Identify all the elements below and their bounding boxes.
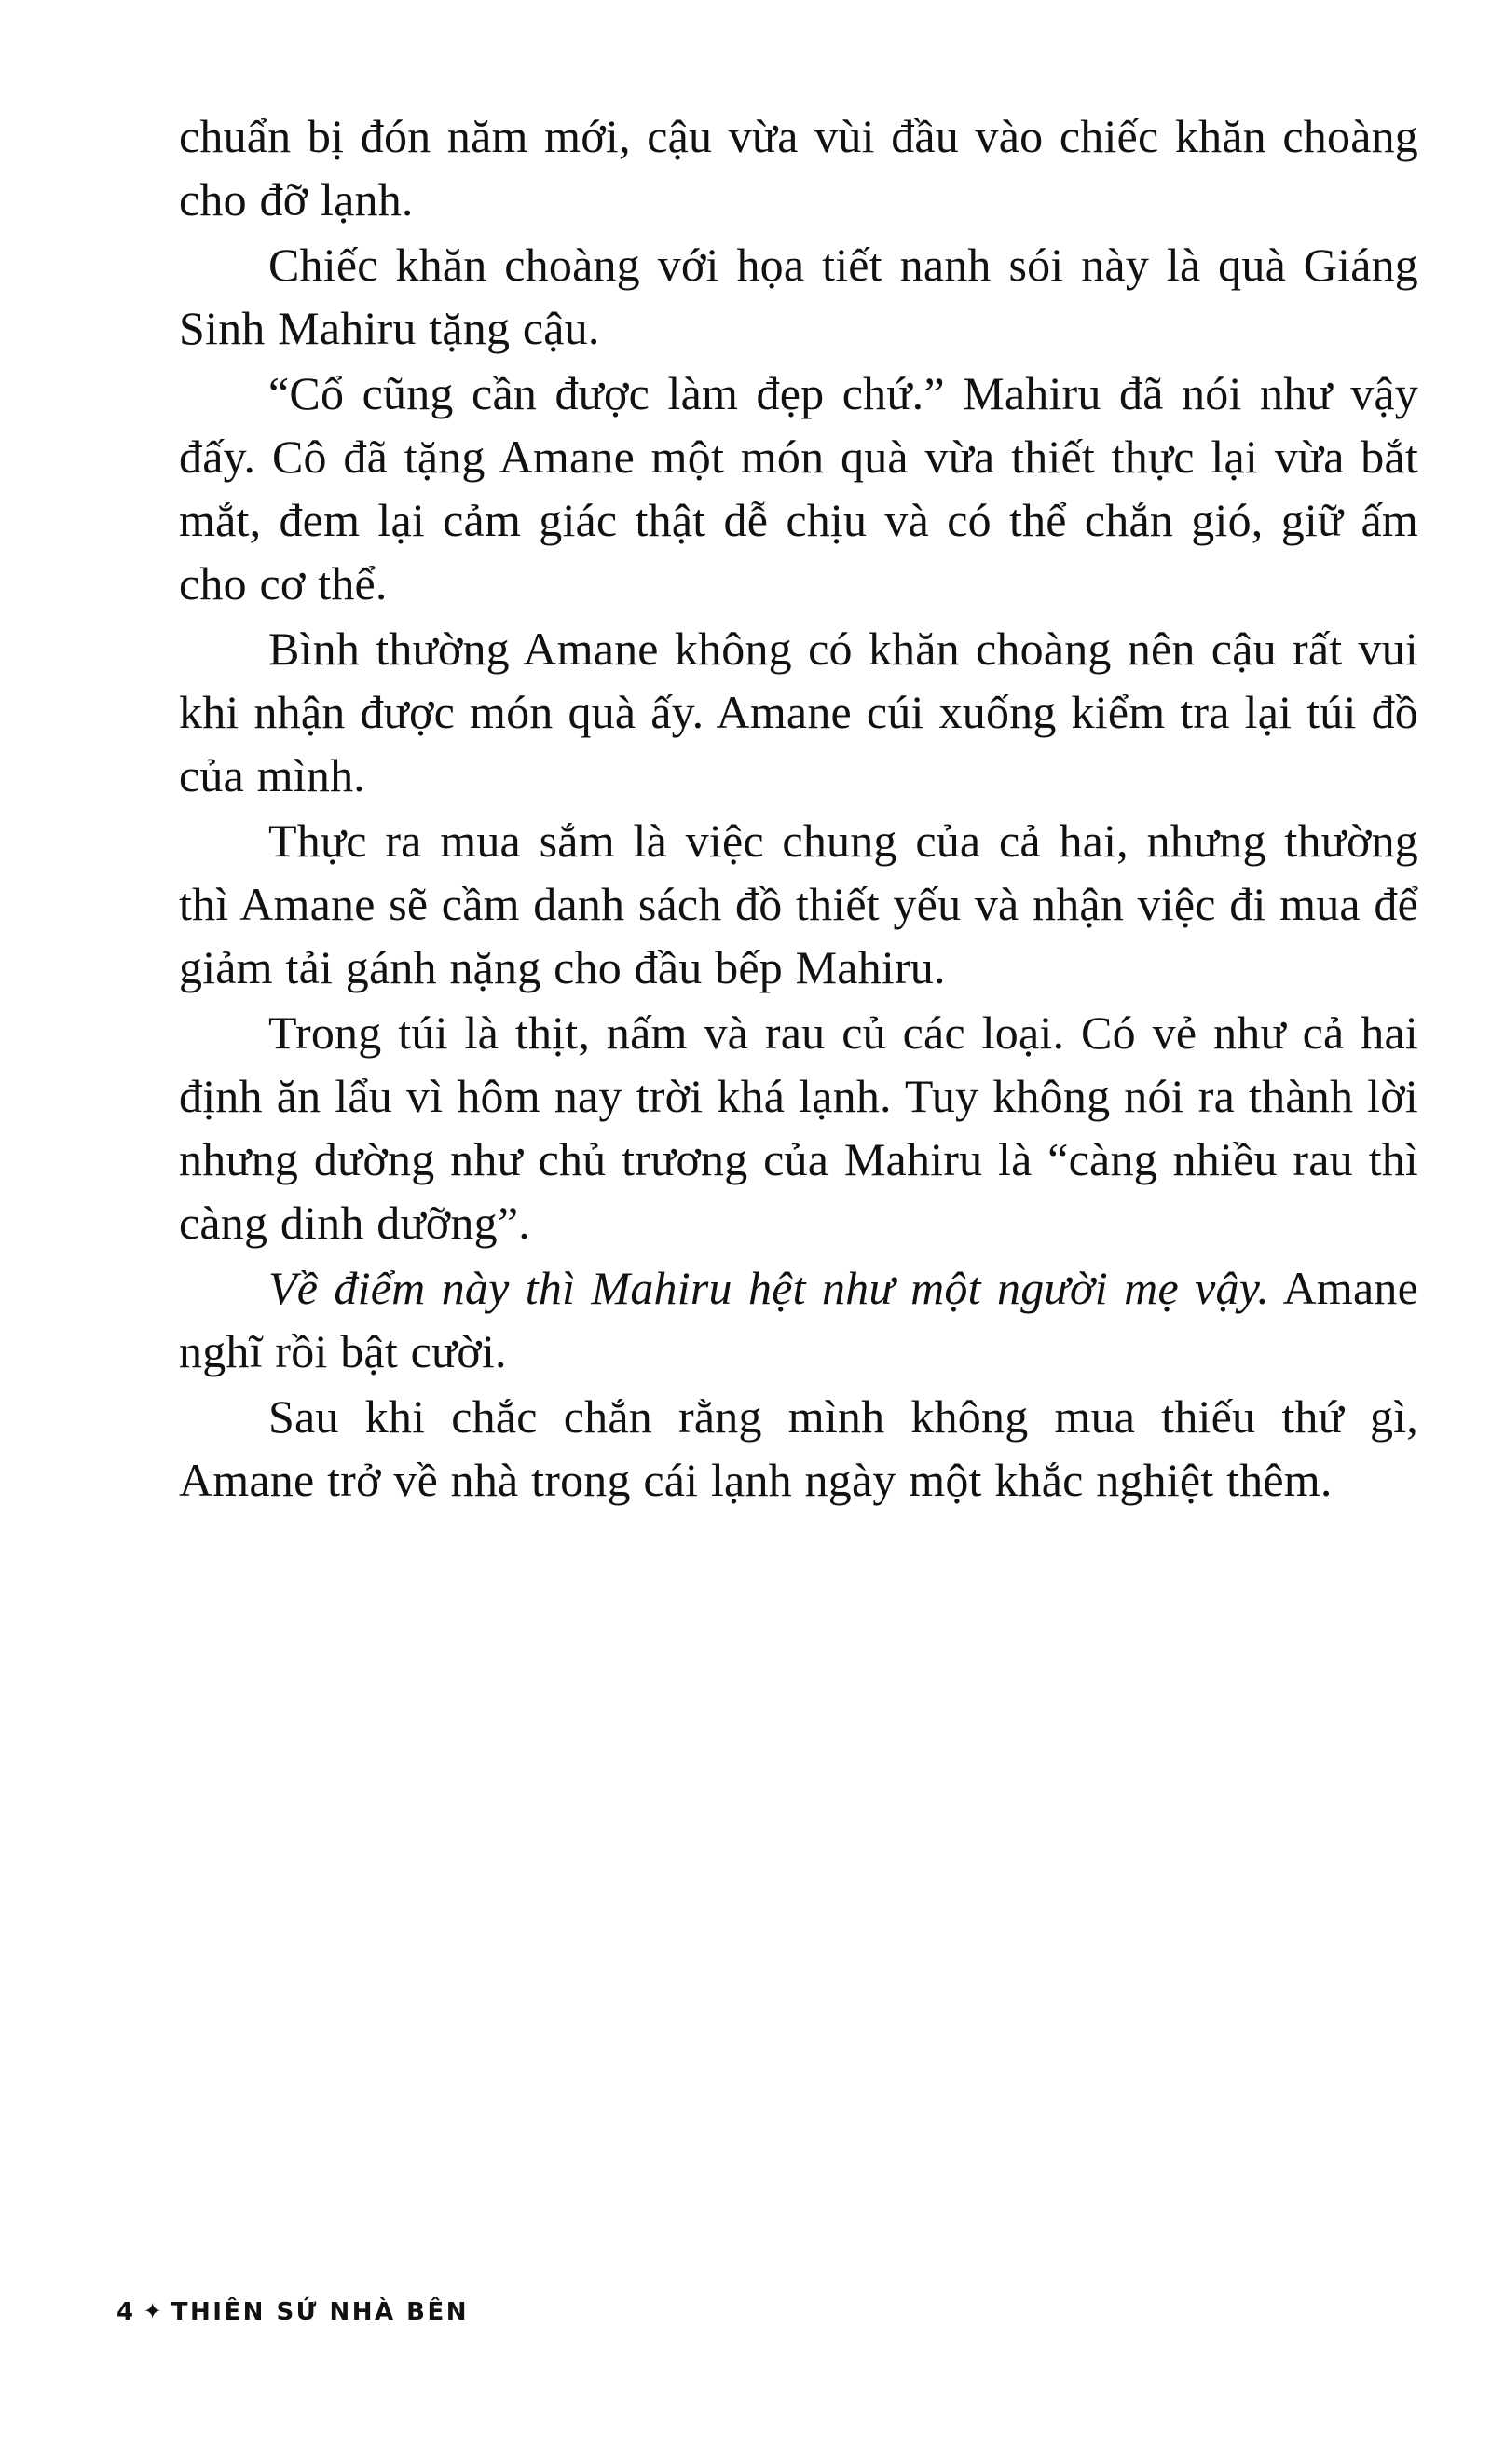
page-number: 4 [116,2298,134,2326]
paragraph-7-italic-thought: Về điểm này thì Mahiru hệt như một người mẹ vậy. [268,1262,1270,1314]
paragraph-7-rest: Amane nghĩ rồi bật cười. [179,1262,1418,1377]
paragraph-8: Sau khi chắc chắn rằng mình không mua thiếu thứ gì, Amane trở về nhà trong cái lạnh ngày một khắc nghiệt thêm. [179,1390,1418,1506]
paragraph-7 [179,1256,1418,1383]
paragraph-1: chuẩn bị đón năm mới, cậu vừa vùi đầu vào chiếc khăn choàng cho đỡ lạnh. [179,110,1418,226]
paragraph-2: Chiếc khăn choàng với họa tiết nanh sói này là quà Giáng Sinh Mahiru tặng cậu. [179,239,1418,354]
paragraph-4: Bình thường Amane không có khăn choàng nên cậu rất vui khi nhận được món quà ấy. Amane cúi xuống kiểm tra lại túi đồ của mình. [179,623,1418,801]
paragraph-6: Trong túi là thịt, nấm và rau củ các loại. Có vẻ như cả hai định ăn lẩu vì hôm nay trời khá lạnh. Tuy không nói ra thành lời nhưng dường như chủ trương của Mahiru là “càng nhiều rau thì càng dinh dưỡng”. [179,1006,1418,1249]
paragraph-3: “Cổ cũng cần được làm đẹp chứ.” Mahiru đã nói như vậy đấy. Cô đã tặng Amane một món quà vừa thiết thực lại vừa bắt mắt, đem lại cảm giác thật dễ chịu và có thể chắn gió, giữ ấm cho cơ thể. [179,367,1418,609]
star-icon: ✦ [143,2300,162,2324]
page-text-body [179,104,1418,1513]
page-footer [116,2298,469,2326]
paragraph-5: Thực ra mua sắm là việc chung của cả hai, nhưng thường thì Amane sẽ cầm danh sách đồ thiết yếu và nhận việc đi mua để giảm tải gánh nặng cho đầu bếp Mahiru. [179,814,1418,993]
book-title: THIÊN SỨ NHÀ BÊN [171,2298,469,2326]
